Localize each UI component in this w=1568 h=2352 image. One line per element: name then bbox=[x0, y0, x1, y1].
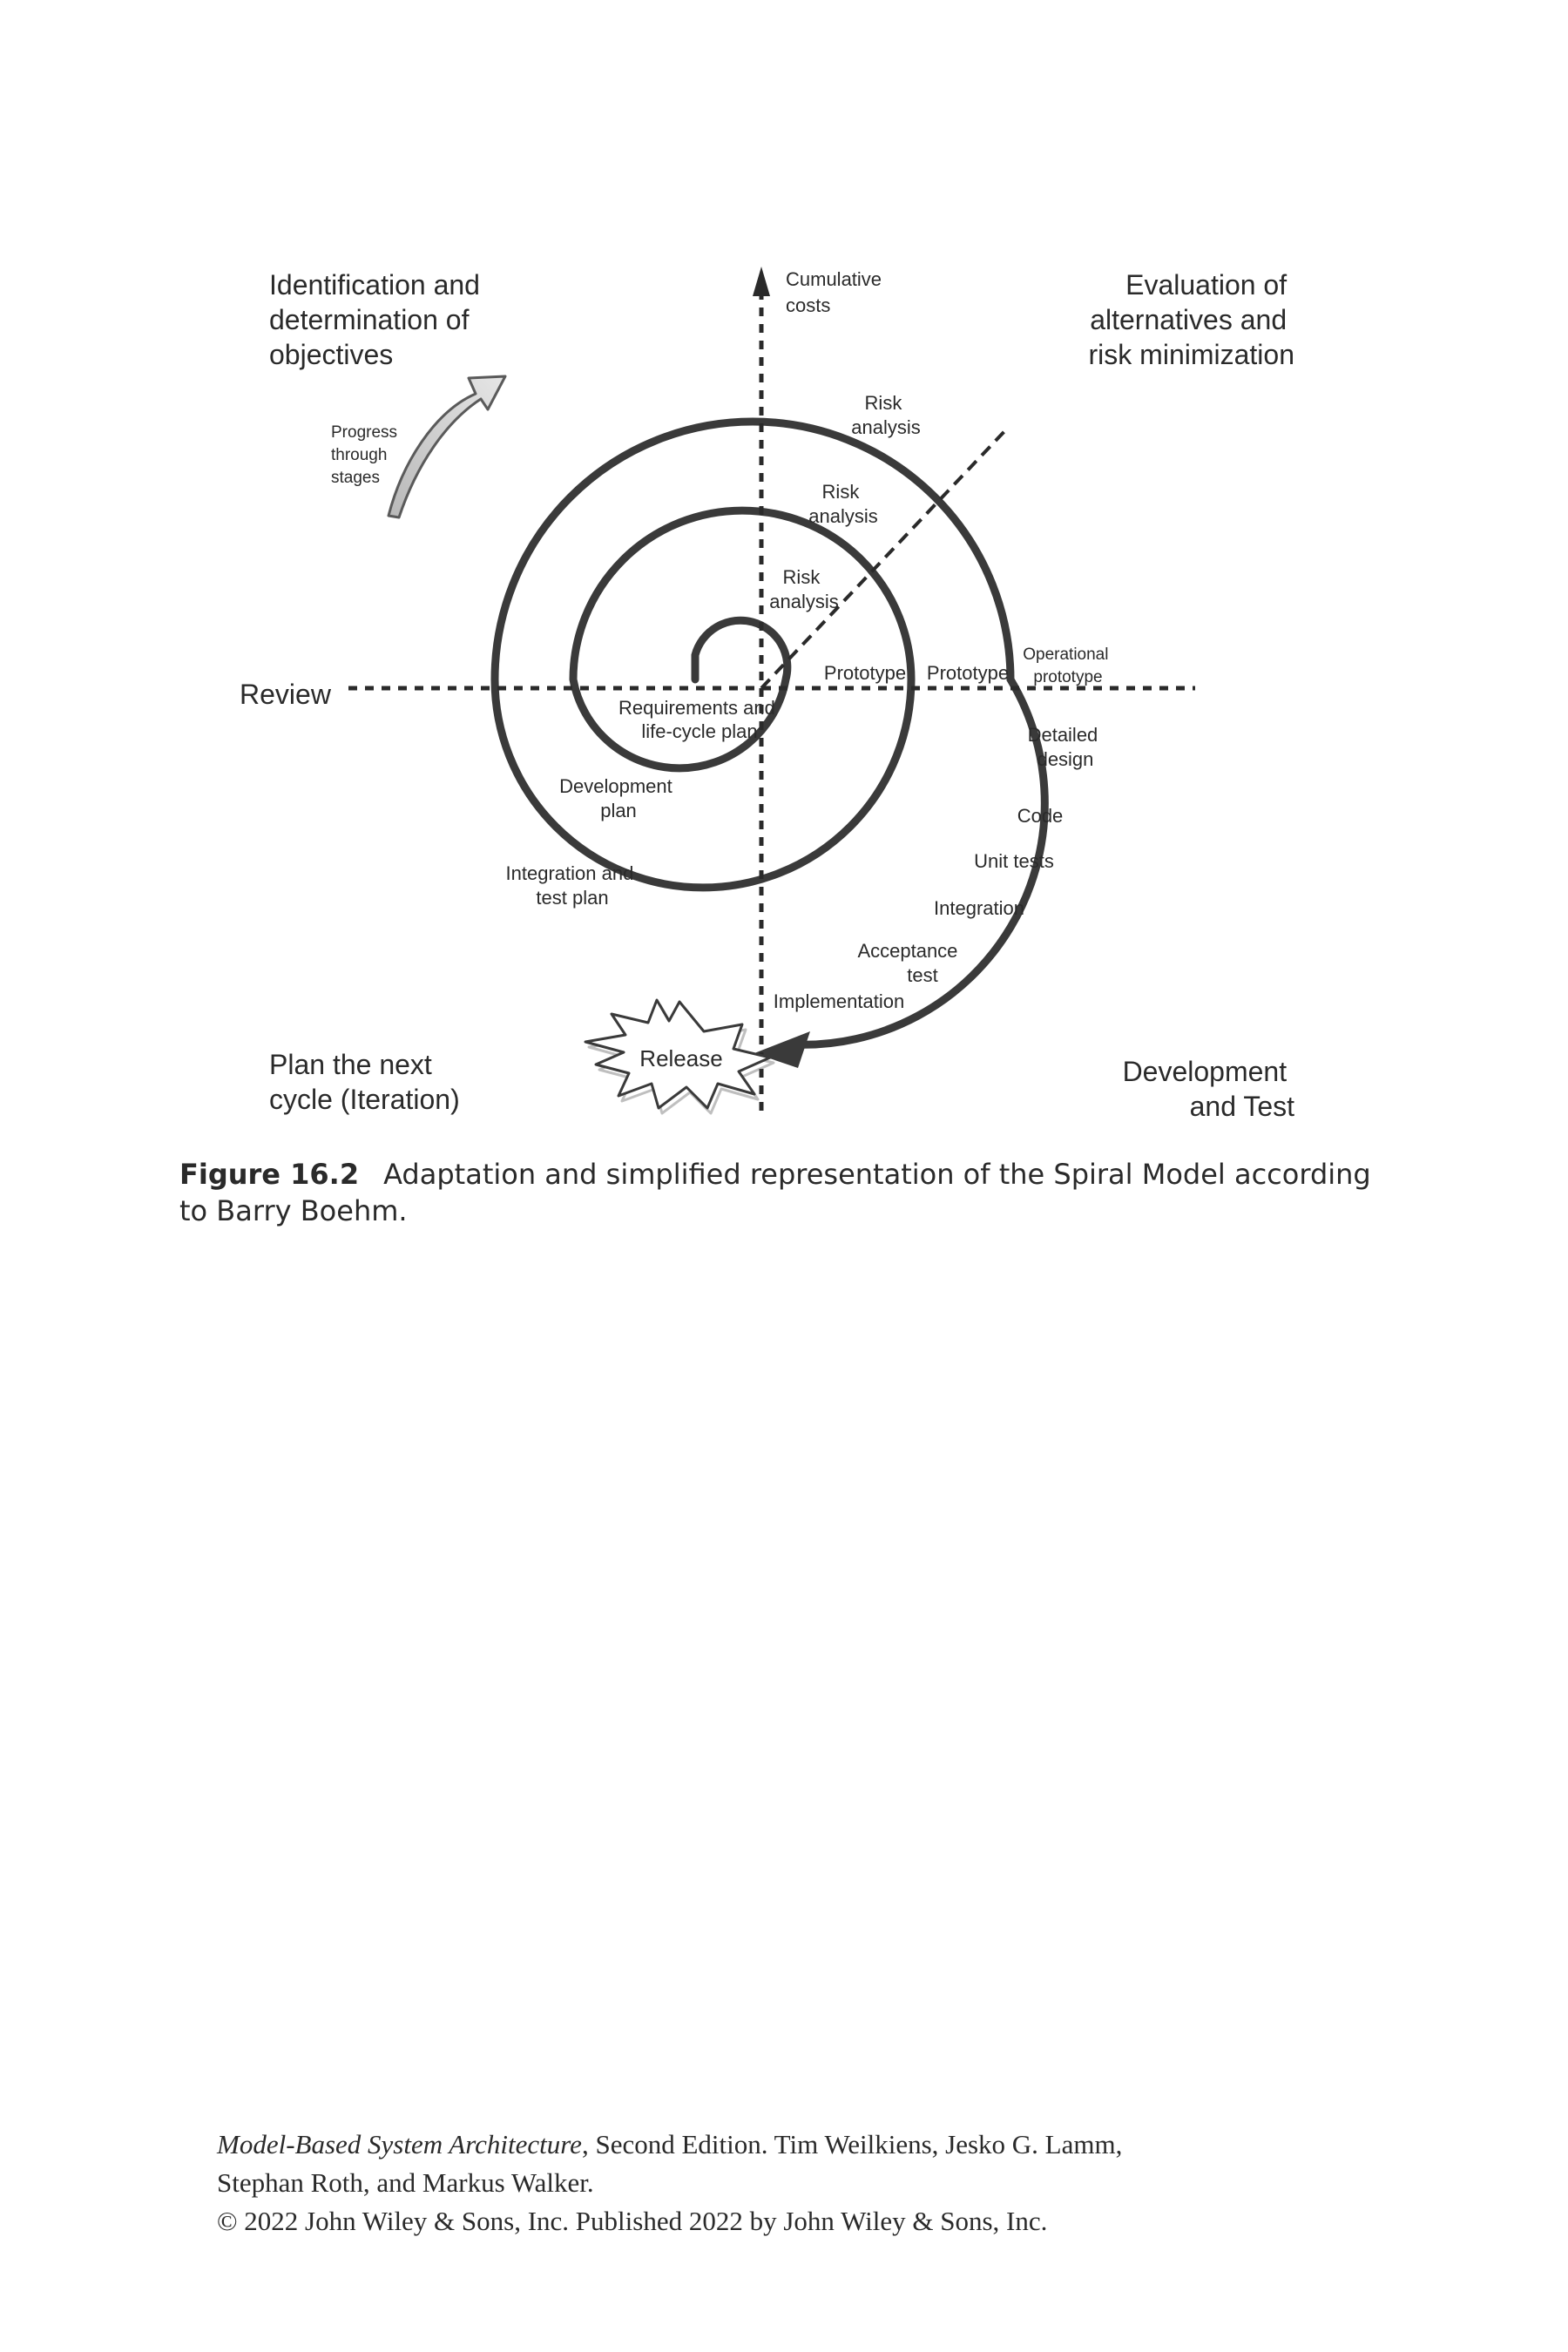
implementation-label: Implementation bbox=[773, 990, 905, 1012]
risk-analysis-label-outer: Risk analysis bbox=[851, 392, 921, 438]
unit-tests-label: Unit tests bbox=[974, 850, 1054, 872]
acceptance-test-label: Acceptance test bbox=[857, 940, 958, 986]
risk-analysis-label-middle: Risk analysis bbox=[808, 481, 878, 527]
risk-analysis-label-inner: Risk analysis bbox=[769, 566, 839, 612]
detailed-design-label: Detailed design bbox=[1027, 724, 1098, 770]
prototype-label-1: Prototype bbox=[823, 662, 907, 684]
book-title: Model-Based System Architecture bbox=[217, 2129, 582, 2159]
diagonal-dashed-line bbox=[761, 427, 1009, 688]
quadrant-label-development-test: Development and Test bbox=[1122, 1056, 1294, 1122]
figure-number: Figure 16.2 bbox=[179, 1158, 360, 1191]
prototype-label-2: Prototype bbox=[926, 662, 1010, 684]
integration-test-plan-label: Integration and test plan bbox=[505, 862, 634, 909]
progress-label: Progress through stages bbox=[331, 423, 398, 487]
copyright-footer bbox=[217, 2126, 1436, 2240]
code-label: Code bbox=[1017, 805, 1064, 827]
quadrant-label-objectives: Identification and determination of objectives bbox=[269, 269, 480, 370]
requirements-plan-label: Requirements and life-cycle plan bbox=[618, 697, 775, 742]
footer-line-2: Stephan Roth, and Markus Walker. bbox=[217, 2167, 594, 2198]
figure-caption bbox=[179, 1156, 1399, 1229]
cumulative-costs-label: Cumulative costs bbox=[786, 268, 882, 316]
release-label: Release bbox=[639, 1045, 723, 1071]
figure-caption-text: Adaptation and simplified representation of the Spiral Model according to Barry Boehm. bbox=[179, 1158, 1371, 1227]
review-label: Review bbox=[240, 679, 331, 710]
progress-arrow-icon bbox=[389, 376, 505, 517]
vertical-axis-arrow-icon bbox=[753, 267, 770, 296]
footer-line-1-rest: , Second Edition. Tim Weilkiens, Jesko G. Lamm, bbox=[581, 2129, 1123, 2159]
operational-prototype-label: Operational prototype bbox=[1023, 645, 1109, 686]
footer-line-3: © 2022 John Wiley & Sons, Inc. Published 2022 by John Wiley & Sons, Inc. bbox=[217, 2206, 1048, 2236]
quadrant-label-evaluation: Evaluation of alternatives and risk minimization bbox=[1088, 269, 1294, 370]
development-plan-label: Development plan bbox=[559, 775, 672, 821]
spiral-model-figure bbox=[0, 0, 1568, 1159]
footer-line-1 bbox=[217, 2126, 1436, 2164]
quadrant-label-plan-next-cycle: Plan the next cycle (Iteration) bbox=[269, 1049, 460, 1115]
integration-label: Integration bbox=[934, 897, 1024, 919]
